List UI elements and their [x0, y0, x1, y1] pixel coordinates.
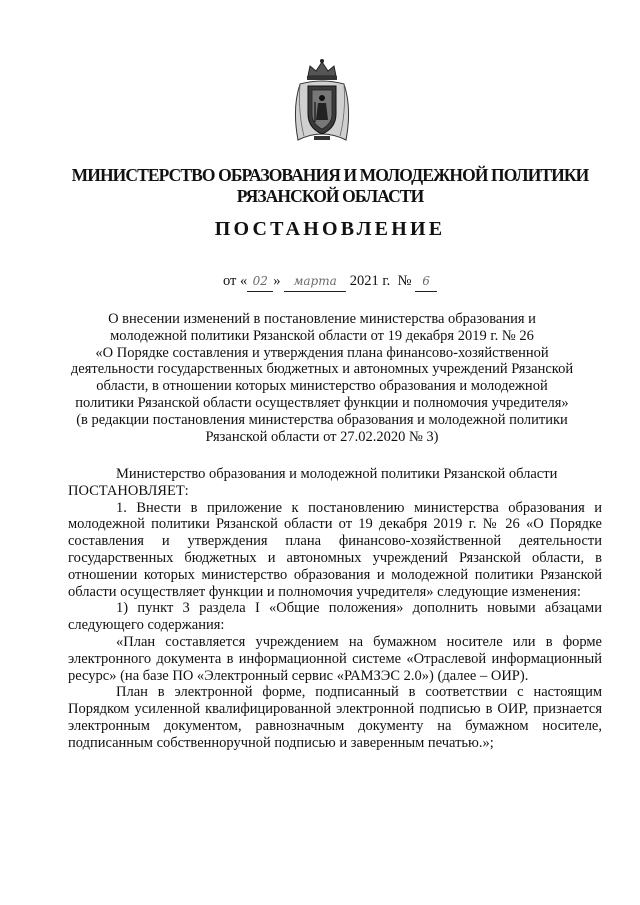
subject-line: политики Рязанской области осуществляет функции и полномочия учредителя» [75, 394, 569, 411]
subject-line: «О Порядке составления и утверждения плана финансово-хозяйственной [95, 344, 549, 361]
date-mid: » [273, 273, 281, 289]
subject-line: деятельности государственных бюджетных и автономных учреждений Рязанской [70, 361, 574, 378]
number-label: № [397, 273, 412, 289]
subject-line: О внесении изменений в постановление министерства образования и [108, 311, 536, 327]
subject-line: области, в отношении которых министерство образования и молодежной [96, 378, 548, 395]
body-paragraph-4: План в электронной форме, подписанный в соответствии с настоящим Порядком усиленной квалифицированной электронной подписью в ОИР, признается электронным документом, равнозначным документу на бумажном носителе, подписанным собственноручной подписью и заверенным печатью.»; [68, 684, 602, 751]
decree-number-handwritten: 6 [415, 271, 437, 292]
decree-title: ПОСТАНОВЛЕНИЕ [214, 218, 446, 240]
decree-body [68, 466, 602, 752]
intro-paragraph: Министерство образования и молодежной политики Рязанской области [116, 466, 558, 482]
body-paragraph-2: 1) пункт 3 раздела I «Общие положения» дополнить новыми абзацами следующего содержания: [68, 600, 602, 634]
date-month-handwritten: марта [284, 271, 346, 292]
subject-line: (в редакции постановления министерства образования и молодежной политики [76, 411, 568, 428]
decree-subject [62, 311, 582, 445]
date-number-line [40, 271, 620, 292]
coat-of-arms-icon [290, 58, 354, 146]
subject-line: Рязанской области от 27.02.2020 № 3) [205, 428, 439, 445]
ministry-name [40, 165, 620, 207]
resolves-heading: ПОСТАНОВЛЯЕТ: [68, 482, 189, 499]
subject-line: молодежной политики Рязанской области от 19 декабря 2019 г. № 26 [110, 327, 534, 344]
date-prefix: от « [222, 273, 248, 289]
date-day-handwritten: 02 [247, 271, 273, 292]
ministry-line-2: РЯЗАНСКОЙ ОБЛАСТИ [236, 186, 424, 206]
date-year: 2021 г. [349, 273, 391, 289]
body-paragraph-1: 1. Внести в приложение к постановлению министерства образования и молодежной политики Рязанской области от 19 декабря 2019 г. № 26 «О Порядке составления и утверждения плана финансово-хозяйственной деятельности государственных бюджетных и автономных учреждений Рязанской области, в отношении которых министерство образования и молодежной политики Рязанской области осуществляет функции и полномочия учредителя» следующие изменения: [68, 499, 602, 600]
ministry-line-1: МИНИСТЕРСТВО ОБРАЗОВАНИЯ И МОЛОДЕЖНОЙ ПОЛИТИКИ [71, 165, 589, 185]
body-paragraph-3: «План составляется учреждением на бумажном носителе или в форме электронного документа в информационной системе «Отраслевой информационный ресурс» (на базе ПО «Электронный сервис «РАМЗЭС 2.0») (далее – ОИР). [68, 633, 602, 684]
